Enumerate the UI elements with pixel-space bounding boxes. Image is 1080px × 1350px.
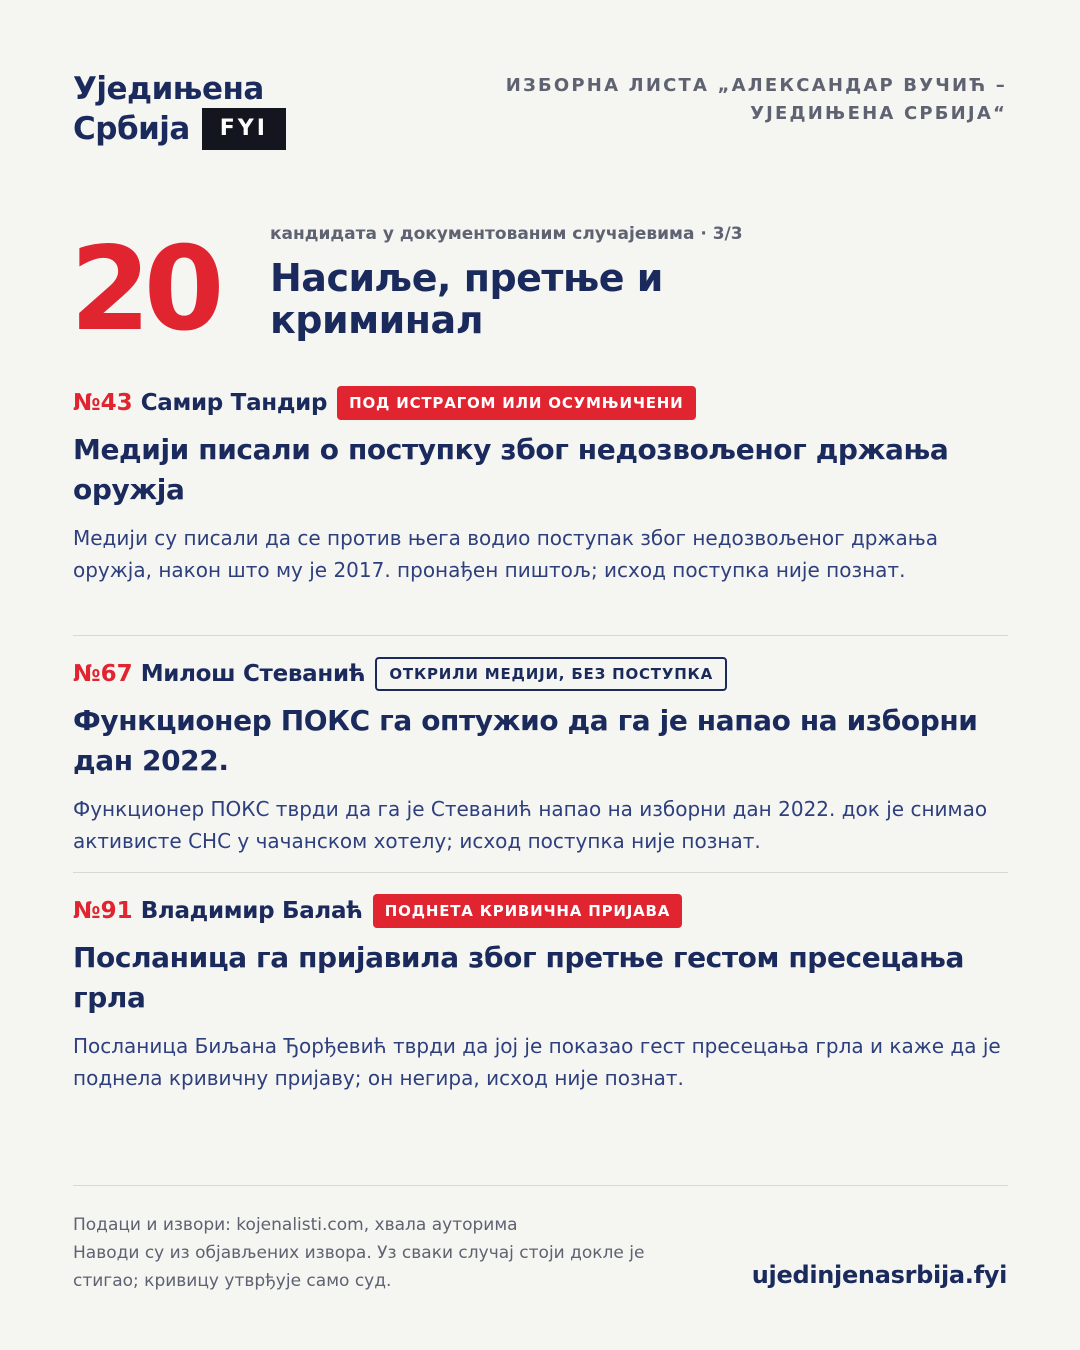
case-headline: Медији писали о поступку због недозвољеног држања оружја [73, 433, 949, 506]
entry-header [73, 894, 1008, 928]
hero-subtitle: кандидата у документованим случајевима · 3/3 [270, 224, 743, 244]
case-entry-91 [73, 894, 1008, 1094]
logo [73, 70, 286, 150]
fyi-badge: FYI [202, 108, 286, 150]
candidate-count: 20 [70, 222, 218, 357]
candidate-name: Владимир Балаћ [140, 898, 363, 924]
status-badge: ПОД ИСТРАГОМ ИЛИ ОСУМЊИЧЕНИ [337, 386, 695, 420]
logo-row2 [73, 108, 286, 150]
site-url: ujedinjenasrbija.fyi [751, 1261, 1007, 1289]
logo-line2: Србија [73, 111, 190, 147]
case-headline: Посланица га пријавила због претње гестом пресецања грла [73, 941, 965, 1014]
divider [73, 872, 1008, 873]
entry-header [73, 386, 1008, 420]
status-badge: ПОДНЕТА КРИВИЧНА ПРИЈАВА [373, 894, 682, 928]
candidate-number: №91 [73, 898, 133, 924]
candidate-name: Милош Стеванић [140, 661, 366, 687]
electoral-list-name: ИЗБОРНА ЛИСТА „АЛЕКСАНДАР ВУЧИЋ – УЈЕДИЊЕНА СРБИЈА“ [505, 75, 1007, 124]
page-title: Насиље, претње и криминал [270, 256, 663, 342]
candidate-number: №43 [73, 390, 133, 416]
case-description: Функционер ПОКС тврди да га је Стеванић напао на изборни дан 2022. док је снимао активисте СНС у чачанском хотелу; исход поступка није познат. [73, 797, 988, 853]
logo-line1: Уједињена [73, 71, 264, 107]
case-headline: Функционер ПОКС га оптужио да га је напао на изборни дан 2022. [73, 704, 978, 777]
candidate-name: Самир Тандир [140, 390, 328, 416]
case-description: Медији су писали да се против њега водио поступак због недозвољеног држања оружја, након што му је 2017. пронађен пиштољ; исход поступка није познат. [73, 526, 938, 582]
case-entry-43 [73, 386, 1008, 586]
divider [73, 635, 1008, 636]
sources-note: Подаци и извори: kojenalisti.com, хвала ауторима [73, 1215, 518, 1235]
case-entry-67 [73, 657, 1008, 857]
entry-header [73, 657, 1008, 691]
status-badge: ОТКРИЛИ МЕДИЈИ, БЕЗ ПОСТУПКА [375, 657, 727, 691]
disclaimer-note: Наводи су из објављених извора. Уз сваки случај стоји докле је стигао; кривицу утврђује само суд. [73, 1243, 645, 1291]
footer-notes [73, 1211, 713, 1295]
candidate-number: №67 [73, 661, 133, 687]
divider [73, 1185, 1008, 1186]
case-description: Посланица Биљана Ђорђевић тврди да јој је показао гест пресецања грла и каже да је поднела кривичну пријаву; он негира, исход није познат. [73, 1034, 1001, 1090]
